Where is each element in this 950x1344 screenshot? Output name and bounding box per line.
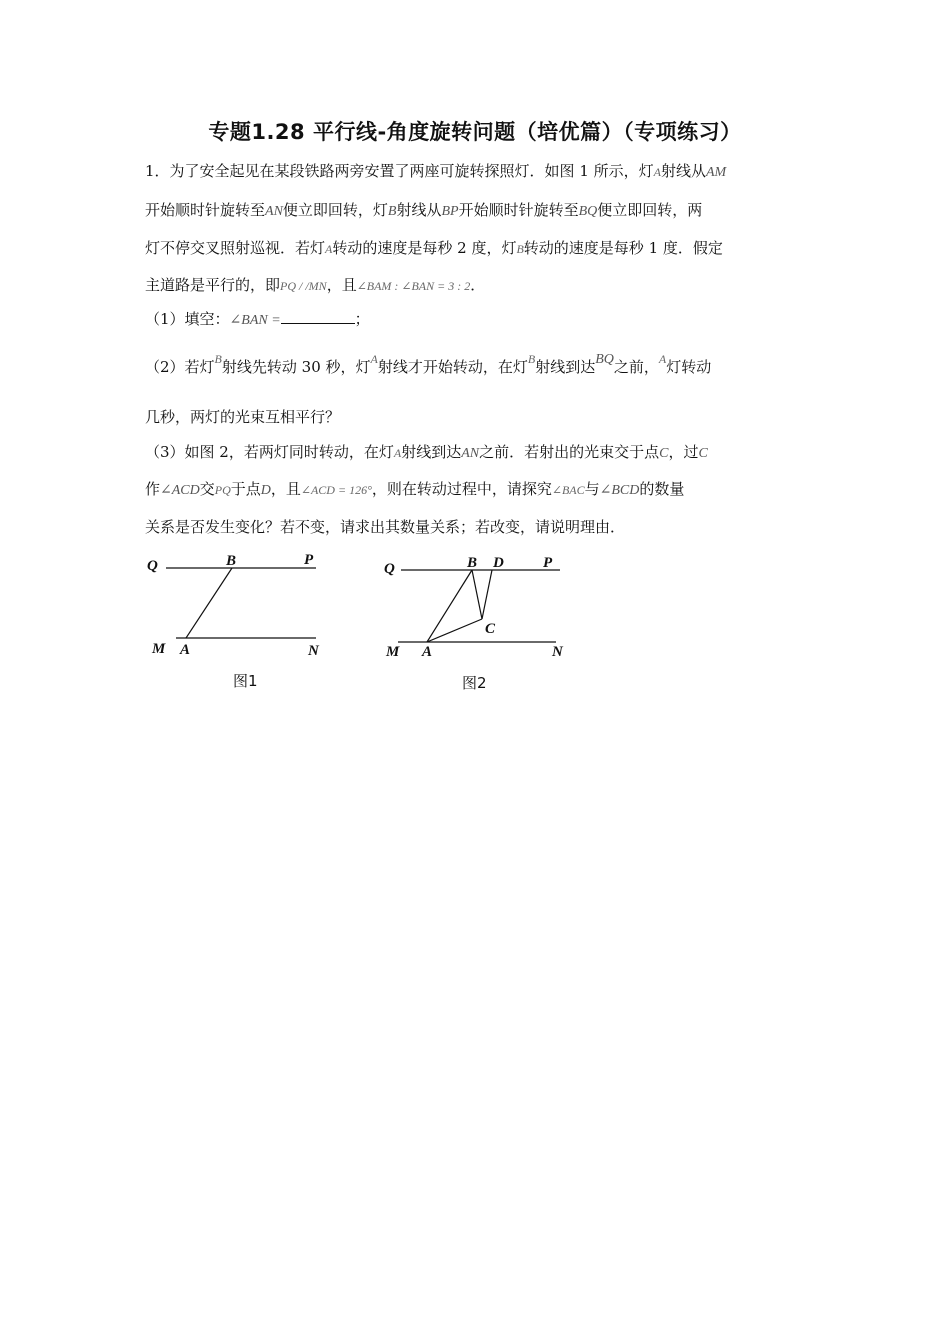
math: B	[527, 352, 536, 366]
text: 射线到达	[401, 443, 462, 461]
math: BQ	[595, 352, 614, 367]
text: （2）若灯	[145, 358, 215, 376]
math: D	[260, 483, 271, 498]
math: B	[516, 242, 524, 256]
q1-line-4	[145, 274, 485, 295]
text: 射线先转动 30 秒，灯	[221, 358, 371, 376]
segment-bc	[472, 570, 482, 619]
text: 灯转动	[666, 358, 712, 376]
math: C	[659, 446, 669, 461]
part-2-line-1	[145, 352, 712, 377]
part-3-line-2	[145, 478, 684, 499]
text: ．	[470, 276, 486, 294]
math: AM	[706, 165, 727, 180]
text: 转动的速度是每秒 2 度，灯	[332, 239, 517, 257]
math: ∠BAM : ∠BAN = 3 : 2	[356, 279, 471, 293]
math: PQ	[214, 483, 231, 497]
part-3-line-1	[145, 441, 708, 462]
q1-line-2	[145, 199, 702, 220]
math: B	[214, 352, 222, 366]
label-b: B	[467, 555, 478, 571]
math: PQ / /MN	[280, 279, 327, 293]
math: AN	[461, 446, 480, 461]
math: B	[387, 204, 397, 219]
q1-line-3	[145, 237, 723, 258]
text: ；	[354, 310, 370, 328]
text: 射线才开始转动，在灯	[377, 358, 528, 376]
part-2-line-2	[145, 406, 340, 427]
label-a: A	[180, 642, 191, 658]
text: ，且	[326, 276, 357, 294]
label-n: N	[308, 643, 319, 659]
segment-ab	[427, 570, 472, 642]
text: ，且	[270, 480, 301, 498]
text: 与	[584, 480, 600, 498]
math: BQ	[578, 204, 598, 219]
segment-ac	[427, 619, 482, 642]
segment-cd	[482, 570, 492, 619]
text: 1．为了安全起见在某段铁路两旁安置了两座可旋转探照灯．如图 1 所示，灯	[145, 162, 654, 180]
label-p: P	[543, 555, 553, 571]
label-q: Q	[147, 558, 158, 574]
text: （3）如图 2，若两灯同时转动，在灯	[145, 443, 394, 461]
figure-1-caption: 图1	[233, 672, 258, 690]
label-d: D	[493, 555, 504, 571]
math: A	[653, 165, 661, 179]
text: 之前，	[613, 358, 659, 376]
text: 交	[199, 480, 215, 498]
math: ∠BAN =	[229, 313, 281, 328]
answer-blank	[281, 309, 355, 324]
label-c: C	[485, 621, 496, 637]
segment-ab	[186, 568, 232, 638]
math: C	[698, 446, 708, 461]
text: 射线到达	[535, 358, 596, 376]
math: ∠BAC	[551, 483, 585, 497]
label-m: M	[152, 641, 166, 657]
text: 于点	[230, 480, 261, 498]
figure-2	[378, 545, 578, 695]
math: A	[658, 352, 667, 366]
text: 射线从	[660, 162, 706, 180]
label-m: M	[386, 644, 400, 660]
math: ∠ACD = 126°	[300, 483, 372, 497]
text: 灯不停交叉照射巡视．若灯	[145, 239, 326, 257]
label-q: Q	[384, 561, 395, 577]
math: ∠BCD	[599, 483, 640, 498]
text: ，则在转动过程中，请探究	[371, 480, 552, 498]
text: 便立即回转，两	[597, 201, 703, 219]
q1-line-1	[145, 160, 726, 181]
label-b: B	[226, 553, 237, 569]
math: A	[393, 446, 402, 460]
part-3-line-3	[145, 516, 625, 537]
text: 主道路是平行的，即	[145, 276, 281, 294]
text: 作	[145, 480, 161, 498]
math: BP	[441, 204, 459, 219]
text: （1）填空：	[145, 310, 230, 328]
part-1	[145, 308, 370, 329]
text: 转动的速度是每秒 1 度．假定	[523, 239, 723, 257]
text: 开始顺时针旋转至	[458, 201, 579, 219]
text: ，过	[668, 443, 699, 461]
text: 的数量	[639, 480, 685, 498]
figure-1	[140, 545, 340, 695]
label-n: N	[552, 644, 563, 660]
page-title: 专题1.28 平行线-角度旋转问题（培优篇）（专项练习）	[208, 120, 742, 144]
label-p: P	[304, 552, 314, 568]
text: 关系是否发生变化？若不变，请求出其数量关系；若改变，请说明理由．	[145, 518, 626, 536]
text: 开始顺时针旋转至	[145, 201, 266, 219]
math: ∠ACD	[160, 483, 200, 498]
label-a: A	[422, 644, 433, 660]
figure-2-caption: 图2	[462, 674, 487, 692]
text: 几秒，两灯的光束互相平行？	[145, 408, 341, 426]
text: 之前．若射出的光束交于点	[479, 443, 660, 461]
math: A	[325, 242, 333, 256]
text: 射线从	[396, 201, 442, 219]
math: A	[370, 352, 378, 366]
text: 便立即回转，灯	[282, 201, 388, 219]
math: AN	[265, 204, 283, 219]
